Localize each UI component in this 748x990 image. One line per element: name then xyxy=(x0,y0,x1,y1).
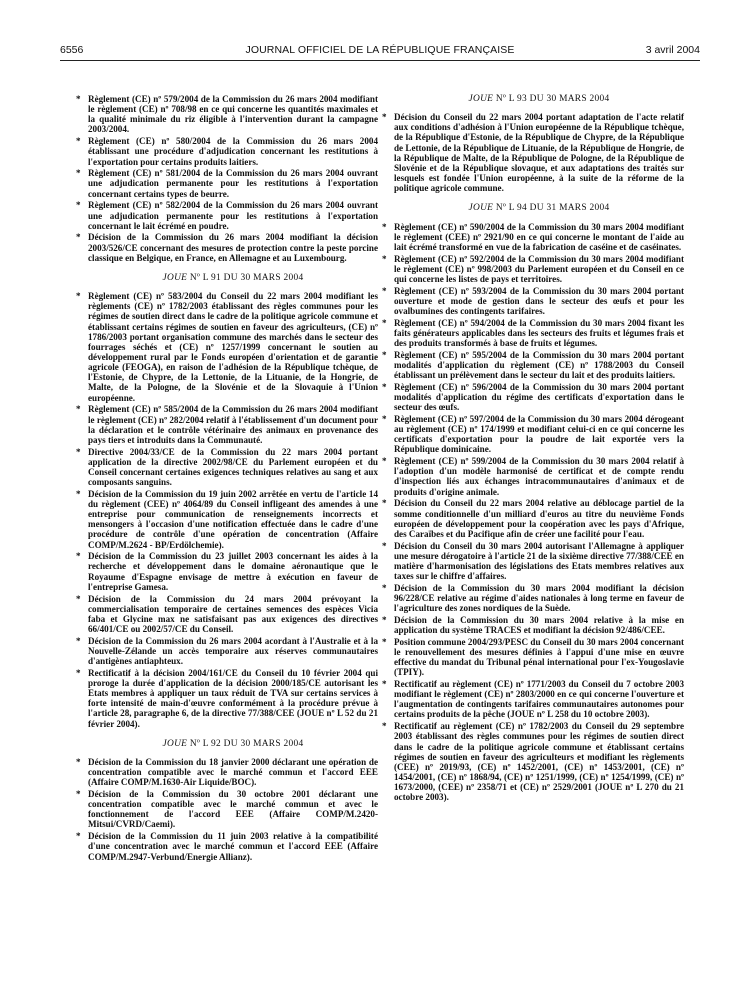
list-item xyxy=(382,582,684,614)
list-item xyxy=(382,112,684,194)
entry-text: Décision de la Commission du 30 mars 2004 modifiant la décision 96/228/CE relative au régime d'aides nationales à long terme en faveur de l'agriculture des zones nordiques de la Suède. xyxy=(394,582,684,614)
right-column xyxy=(382,94,684,804)
entry-text: Règlement (CE) nº 599/2004 de la Commission du 30 mars 2004 relatif à l'adoption d'un modèle harmonisé de certificat et de compte rendu d'inspection liés aux échanges intracommunautaires d'animaux et de produits d'origine animale. xyxy=(394,456,684,497)
left-column xyxy=(76,94,378,863)
list-item xyxy=(76,551,378,592)
entry-text: Règlement (CE) nº 594/2004 de la Commission du 30 mars 2004 fixant les faits générateurs applicables dans les secteurs des fruits et légumes frais et des produits transformés à base de fruits et légumes. xyxy=(394,317,684,349)
entry-text: Position commune 2004/293/PESC du Conseil du 30 mars 2004 concernant le renouvellement des mesures définies à l'appui d'une mise en œuvre effective du mandat du Tribunal pénal international pour l'ex-Yougoslavie (TPIY). xyxy=(394,636,684,678)
list-item xyxy=(76,488,378,550)
journal-title: JOURNAL OFFICIEL DE LA RÉPUBLIQUE FRANÇAISE xyxy=(245,44,515,56)
bullet-marker: * xyxy=(382,540,387,551)
list-item xyxy=(382,221,684,252)
entry-text: Décision de la Commission du 24 mars 2004 prévoyant la commercialisation temporaire de certaines semences des espèces Vicia faba et Glycine max ne satisfaisant pas aux exigences des directives 66/401/CE ou 2002/57/CE du Conseil. xyxy=(88,593,378,634)
list-item xyxy=(382,540,684,582)
entry-text: Règlement (CE) nº 582/2004 de la Commission du 26 mars 2004 ouvrant une adjudication permanente pour les restitutions à l'exportation concernant le lait écrémé en poudre. xyxy=(88,200,378,231)
entry-text: Directive 2004/33/CE de la Commission du 22 mars 2004 portant application de la directive 2002/98/CE du Parlement européen et du Conseil concernant certaines exigences techniques relatives au sang et aux composants sanguins. xyxy=(88,446,378,488)
list-item xyxy=(382,498,684,539)
list-item xyxy=(76,667,378,729)
bullet-marker: * xyxy=(382,112,387,123)
entry-text: Règlement (CE) nº 596/2004 de la Commission du 30 mars 2004 portant modalités d'application du régime des certificats d'exportation dans le secteur des œufs. xyxy=(394,381,684,413)
bullet-marker: * xyxy=(76,788,81,799)
entry-text: Rectificatif au règlement (CE) nº 1771/2003 du Conseil du 7 octobre 2003 modifiant le règlement (CE) nº 2803/2000 en ce qui concerne l'ouverture et l'augmentation de contingents tarifaires communautaires autonomes pour certains produits de la pêche (JOUE nº L 258 du 10 octobre 2003). xyxy=(394,679,684,720)
list-item xyxy=(76,404,378,445)
entry-list xyxy=(76,756,378,862)
bullet-marker: * xyxy=(76,404,81,415)
list-item xyxy=(76,446,378,488)
list-item xyxy=(382,349,684,381)
list-item xyxy=(76,831,378,862)
bullet-marker: * xyxy=(76,94,81,104)
entry-text: Règlement (CE) nº 585/2004 de la Commission du 26 mars 2004 modifiant le règlement (CE) nº 282/2004 relatif à l'établissement d'un document pour la déclaration et le contrôle vétérinaire des animaux en provenance des pays tiers et introduits dans la Communauté. xyxy=(88,404,378,445)
entry-text: Décision du Conseil du 22 mars 2004 relative au déblocage partiel de la somme conditionnelle d'un milliard d'euros au titre du neuvième Fonds européen de développement pour la coopération avec les pays d'Afrique, des Caraïbes et du Pacifique afin de créer une facilité pour l'eau. xyxy=(394,498,684,539)
bullet-marker: * xyxy=(76,756,81,767)
entry-text: Règlement (CE) nº 593/2004 de la Commission du 30 mars 2004 portant ouverture et mode de gestion dans le secteur des œufs et pour les ovalbumines des contingents tarifaires. xyxy=(394,285,684,316)
entry-list xyxy=(382,112,684,194)
bullet-marker: * xyxy=(382,636,387,647)
entry-text: Décision de la Commission du 19 juin 2002 arrêtée en vertu de l'article 14 du règlement (CEE) nº 4064/89 du Conseil infligeant des amendes à une entreprise pour communication de renseignements incorrects et mensongers à l'occasion d'une notification effectuée dans le cadre d'une procédure de contrôle d'une opération de concentration (Affaire COMP/M.2624 - BP/Erdölchemie). xyxy=(88,488,378,550)
entry-text: Décision de la Commission du 30 octobre 2001 déclarant une concentration compatible avec le marché commun et avec le fonctionnement de l'accord EEE (Affaire COMP/M.2420-Mitsui/CVRD/Caemi). xyxy=(88,788,378,830)
list-item xyxy=(382,317,684,349)
bullet-marker: * xyxy=(382,456,387,467)
entry-text: Règlement (CE) nº 579/2004 de la Commission du 26 mars 2004 modifiant le règlement (CE) nº 708/98 en ce qui concerne les quantités maximales et la qualité minimale du riz éligible à l'intervention durant la campagne 2003/2004. xyxy=(88,94,378,135)
bullet-marker: * xyxy=(76,291,81,302)
bullet-marker: * xyxy=(76,831,81,842)
list-item xyxy=(76,168,378,199)
bullet-marker: * xyxy=(382,253,387,264)
bullet-marker: * xyxy=(76,446,81,457)
section-heading: JOUE Nº L 93 DU 30 MARS 2004 xyxy=(468,94,610,104)
bullet-marker: * xyxy=(76,168,81,179)
entry-text: Règlement (CE) nº 595/2004 de la Commission du 30 mars 2004 portant modalités d'application du règlement (CE) nº 1788/2003 du Conseil établissant un prélèvement dans le secteur du lait et des produits laitiers. xyxy=(394,349,684,381)
bullet-marker: * xyxy=(76,232,81,243)
bullet-marker: * xyxy=(382,317,387,328)
entry-text: Règlement (CE) nº 597/2004 de la Commission du 30 mars 2004 dérogeant au règlement (CE) nº 174/1999 et modifiant celui-ci en ce qui concerne les certificats d'exportation pour la poudre de lait exportée vers la République dominicaine. xyxy=(394,413,684,455)
bullet-marker: * xyxy=(76,635,81,646)
bullet-marker: * xyxy=(382,221,387,232)
entry-text: Règlement (CE) nº 592/2004 de la Commission du 30 mars 2004 modifiant le règlement (CE) nº 998/2003 du Parlement européen et du Conseil en ce qui concerne les listes de pays et territoires. xyxy=(394,253,684,284)
bullet-marker: * xyxy=(76,200,81,211)
bullet-marker: * xyxy=(382,381,387,392)
bullet-marker: * xyxy=(382,285,387,296)
entry-text: Décision de la Commission du 30 mars 2004 relative à la mise en application du système TRACES et modifiant la décision 92/486/CEE. xyxy=(394,614,684,636)
page-header xyxy=(60,44,700,61)
bullet-marker: * xyxy=(76,667,81,678)
list-item xyxy=(382,413,684,455)
list-item xyxy=(382,679,684,720)
list-item xyxy=(76,593,378,635)
entry-text: Décision de la Commission du 18 janvier 2000 déclarant une opération de concentration compatible avec le marché commun et l'accord EEE (Affaire COMP/M.1630-Air Liquide/BOC). xyxy=(88,756,378,788)
entry-text: Règlement (CE) nº 590/2004 de la Commission du 30 mars 2004 modifiant le règlement (CEE) nº 2921/90 en ce qui concerne le montant de l'aide au lait écrémé transformé en vue de la fabrication de caséine et de caséinates. xyxy=(394,221,684,252)
entry-text: Règlement (CE) nº 580/2004 de la Commission du 26 mars 2004 établissant une procédure d'adjudication concernant les restitutions à l'exportation pour certains produits laitiers. xyxy=(88,136,378,167)
list-item xyxy=(382,381,684,413)
list-item xyxy=(382,285,684,316)
list-item xyxy=(76,136,378,167)
section-heading: JOUE Nº L 94 DU 31 MARS 2004 xyxy=(468,203,610,214)
bullet-marker: * xyxy=(76,551,81,562)
bullet-marker: * xyxy=(382,413,387,424)
list-item xyxy=(76,788,378,830)
list-item xyxy=(76,635,378,667)
list-item xyxy=(76,291,378,403)
entry-text: Rectificatif à la décision 2004/161/CE du Conseil du 10 février 2004 qui proroge la durée d'application de la décision 2000/185/CE autorisant les Etats membres à appliquer un taux réduit de TVA sur certains services à forte intensité de main-d'œuvre conformément à la procédure prévue à l'article 28, paragraphe 6, de la directive 77/388/CEE (JOUE nº L 52 du 21 février 2004). xyxy=(88,667,378,729)
entry-text: Règlement (CE) nº 581/2004 de la Commission du 26 mars 2004 ouvrant une adjudication permanente pour les restitutions à l'exportation concernant certains types de beurre. xyxy=(88,168,378,199)
bullet-marker: * xyxy=(76,593,81,604)
entry-text: Décision du Conseil du 30 mars 2004 autorisant l'Allemagne à appliquer une mesure dérogatoire à l'article 21 de la sixième directive 77/388/CEE en matière d'harmonisation des législations des Etats membres relatives aux taxes sur le chiffre d'affaires. xyxy=(394,540,684,582)
list-item xyxy=(76,94,378,135)
bullet-marker: * xyxy=(382,614,387,625)
bullet-marker: * xyxy=(382,582,387,593)
list-item xyxy=(76,756,378,788)
entry-text: Rectificatif au règlement (CE) nº 1782/2003 du Conseil du 29 septembre 2003 établissant des règles communes pour les régimes de soutien direct dans le cadre de la politique agricole commune et établissant certains régimes de soutien en faveur des agriculteurs et modifiant les règlements (CEE) nº 2019/93, (CE) nº 1452/2001, (CE) nº 1453/2001, (CE) nº 1454/2001, (CE) nº 1868/94, (CE) nº 1251/1999, (CE) nº 1254/1999, (CE) nº 1673/2000, (CEE) nº 2358/71 et (CE) nº 2529/2001 (JOUE nº L 270 du 21 octobre 2003). xyxy=(394,721,684,803)
entry-text: Décision de la Commission du 26 mars 2004 modifiant la décision 2003/526/CE concernant des mesures de protection contre la peste porcine classique en Belgique, en France, en Allemagne et au Luxembourg. xyxy=(88,232,378,263)
bullet-marker: * xyxy=(382,679,387,689)
entry-text: Décision de la Commission du 26 mars 2004 acordant à l'Australie et à la Nouvelle-Zélande un accès temporaire aux réserves communautaires d'antigènes antiaphteux. xyxy=(88,635,378,667)
list-item xyxy=(382,636,684,678)
bullet-marker: * xyxy=(76,488,81,499)
bullet-marker: * xyxy=(382,349,387,360)
section-heading: JOUE Nº L 92 DU 30 MARS 2004 xyxy=(162,738,304,749)
entry-list xyxy=(382,221,684,803)
bullet-marker: * xyxy=(382,721,387,732)
list-item xyxy=(382,721,684,803)
page-number: 6556 xyxy=(60,44,84,56)
entry-text: Décision du Conseil du 22 mars 2004 portant adaptation de l'acte relatif aux conditions d'adhésion à l'Union européenne de la République tchèque, de la République d'Estonie, de la République de Chypre, de la République de Lettonie, de la République de Lituanie, de la République de Hongrie, de la République de Malte, de la République de Pologne, de la République de Slovénie et de la République slovaque, et aux adaptations des traités sur lesquels est fondée l'Union européenne, à la suite de la réforme de la politique agricole commune. xyxy=(394,112,684,194)
entry-text: Décision de la Commission du 23 juillet 2003 concernant les aides à la recherche et développement dans le domaine aéronautique que le Royaume d'Espagne envisage de mettre à exécution en faveur de l'entreprise Gamesa. xyxy=(88,551,378,592)
entry-text: Règlement (CE) nº 583/2004 du Conseil du 22 mars 2004 modifiant les règlements (CE) nº 1782/2003 établissant des règles communes pour les régimes de soutien direct dans le cadre de la politique agricole commune et établissant certains régimes de soutien en faveur des agriculteurs, (CE) nº 1786/2003 portant organisation commune des marchés dans le secteur des fourrages séchés et (CE) nº 1257/1999 concernant le soutien au développement rural par le Fonds européen d'orientation et de garantie agricole (FEOGA), en raison de l'adhésion de la République tchèque, de l'Estonie, de Chypre, de la Lettonie, de la Lituanie, de la Hongrie, de Malte, de la Pologne, de la Slovénie et de la Slovaquie à l'Union européenne. xyxy=(88,291,378,403)
list-item xyxy=(382,456,684,497)
list-item xyxy=(76,200,378,231)
bullet-marker: * xyxy=(382,498,387,509)
section-heading: JOUE Nº L 91 DU 30 MARS 2004 xyxy=(162,272,304,283)
list-item xyxy=(382,614,684,636)
entry-list xyxy=(76,291,378,729)
list-item xyxy=(76,232,378,263)
entry-list xyxy=(76,94,378,263)
entry-text: Décision de la Commission du 11 juin 2003 relative à la compatibilité d'une concentration avec le marché commun et l'accord EEE (Affaire COMP/M.2947-Verbund/Energie Allianz). xyxy=(88,831,378,862)
issue-date: 3 avril 2004 xyxy=(645,44,700,56)
list-item xyxy=(382,253,684,284)
bullet-marker: * xyxy=(76,136,81,147)
